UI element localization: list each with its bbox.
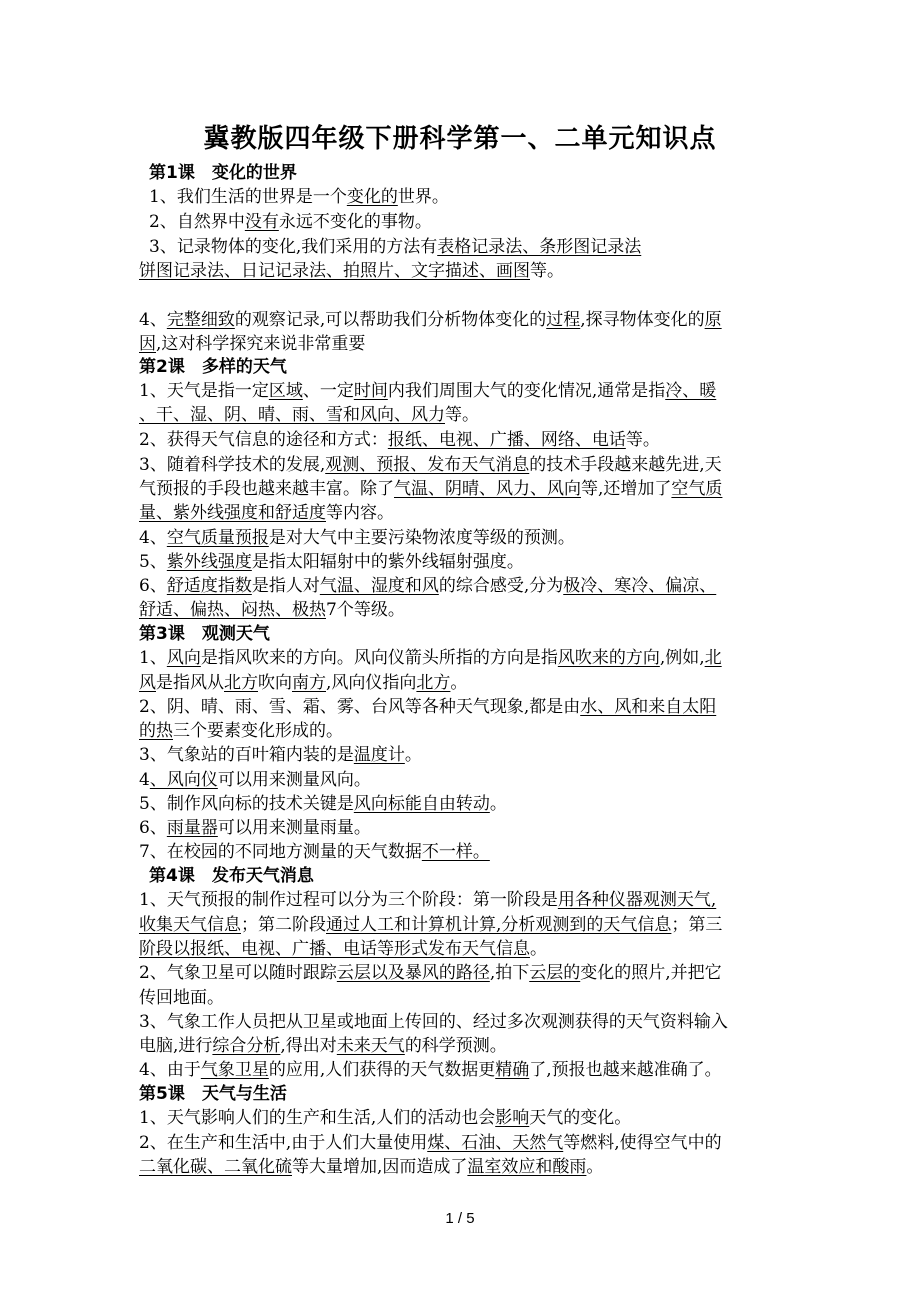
text-segment: 世界。 [397,187,449,207]
text-segment: 是指太阳辐射中的紫外线辐射强度。 [251,552,524,572]
key-term: 观测、预报、发布天气消息 [325,455,530,475]
key-term: 水、风和来自太阳 [580,697,717,717]
text-segment: 可以用来测量风向。 [217,770,371,790]
text-segment: ；第三 [671,915,723,935]
text-segment: 等。 [530,261,564,281]
text-line [139,210,789,234]
key-term: 北 [704,648,722,668]
text-segment: 的应用,人们获得的天气数据更 [268,1060,496,1080]
text-segment: 等内容。 [326,503,394,523]
text-line [139,501,779,525]
text-segment: 等燃料,使得空气中的 [563,1133,722,1153]
key-term: 时间 [353,381,388,401]
lesson-heading: 第5课 天气与生活 [139,1084,287,1104]
key-term: 不一样。 [421,842,490,862]
text-line [139,1034,779,1058]
text-line [139,743,779,767]
text-segment: 等。 [445,405,479,425]
key-term: 风 [139,673,156,693]
text-segment: 内我们周围大气的变化情况,通常是指 [387,381,666,401]
text-segment: 2、阴、晴、雨、雪、霜、雾、台风等各种天气现象,都是由 [139,697,581,717]
text-line [139,1155,779,1179]
key-term: 空气质 [671,479,723,499]
text-segment: ,拍下 [489,963,530,983]
text-segment: 2、自然界中 [149,212,245,232]
key-term: 南方 [292,673,326,693]
text-line [139,961,779,985]
text-line [139,574,779,598]
text-line [139,403,779,427]
key-term: 精确 [495,1060,530,1080]
key-term: 因 [139,334,156,354]
key-term: 、干、湿、阴、晴、雨、雪和风向、风力 [139,405,445,425]
key-term: 紫外线强度 [166,552,252,572]
text-segment: 3、随着科学技术的发展, [139,455,326,475]
text-segment: 。 [489,794,507,814]
text-segment: ,这对科学探究来说非常重要 [156,334,366,354]
text-segment: 是指风吹来的方向。风向仪箭头所指的方向是指 [200,648,558,668]
text-line [139,308,779,332]
text-segment: 等大量增加,因而造成了 [292,1157,468,1177]
key-term: 二氧化碳、二氧化硫 [139,1157,292,1177]
text-segment: 可以用来测量雨量。 [217,818,371,838]
text-line [139,185,789,209]
key-term: 饼图记录法、日记记录法、拍照片、文字描述、画图 [139,261,530,281]
text-segment: 5、 [139,552,167,572]
key-term: 风向 [166,648,201,668]
text-segment: ,风向仪指向 [326,673,417,693]
key-term: 原 [704,310,722,330]
text-line [139,235,789,259]
text-segment: 6、 [139,576,167,596]
text-segment: 4、由于 [139,1060,201,1080]
key-term: 极冷、寒冷、偏凉、 [563,576,717,596]
text-segment: 等。 [625,430,660,450]
text-segment: 等,还增加了 [581,479,672,499]
text-segment: 7、在校园的不同地方测量的天气数据 [139,842,422,862]
key-term: 云层以及暴风的路径 [336,963,490,983]
key-term: 影响 [495,1108,530,1128]
text-segment: 。 [450,673,468,693]
key-term: 云层的 [529,963,581,983]
key-term: 未来天气 [336,1036,405,1056]
text-segment: 了,预报也越来越准确了。 [529,1060,722,1080]
key-term: 完整细致 [166,310,235,330]
key-term: 区域 [268,381,303,401]
key-term: 变化的 [346,187,398,207]
lesson-heading: 第4课 发布天气消息 [149,866,314,886]
key-term: 的热 [139,721,173,741]
text-segment: 气预报的手段也越来越丰富。除了 [139,479,394,499]
text-segment: 1、天气影响人们的生产和生活,人们的活动也会 [139,1108,496,1128]
key-term: 北方 [224,673,258,693]
key-term: 空气质量预报 [166,528,269,548]
text-line [139,1058,779,1082]
key-term: 阶段以报纸、电视、广播、电话等形式发布天气信息 [139,939,530,959]
key-term: 用各种仪器观测天气, [557,890,717,910]
key-term: 气温、阴晴、风力、风向 [394,479,581,499]
text-line [139,719,779,743]
page-number: 1 / 5 [445,1210,475,1227]
key-term: 报纸、电视、广播、网络、电话 [387,430,626,450]
text-segment: ；第二阶段 [241,915,326,935]
text-line [139,646,779,670]
text-segment: 6、 [139,818,167,838]
text-segment: 1、我们生活的世界是一个 [149,187,347,207]
key-term: 雨量器 [166,818,218,838]
text-line [139,671,779,695]
document-title: 冀教版四年级下册科学第一、二单元知识点 [203,124,717,154]
text-segment: 。 [530,939,547,959]
key-term: 舒适度指数 [166,576,252,596]
text-segment: 的科学预测。 [404,1036,507,1056]
text-segment: ,探寻物体变化的 [580,310,705,330]
text-line [139,937,779,961]
text-line [139,526,779,550]
text-segment: 的技术手段越来越先进,天 [529,455,722,475]
text-segment: 2、气象卫星可以随时跟踪 [139,963,337,983]
key-term: 温室效应和酸雨 [467,1157,587,1177]
key-term: 表格记录法、条形图记录法 [437,237,642,257]
text-line [139,816,779,840]
text-segment: 是指风从 [156,673,224,693]
text-line [139,888,779,912]
key-term: 气温、湿度和风 [319,576,439,596]
key-term: 北方 [416,673,451,693]
text-segment: 。 [404,745,422,765]
text-segment: 三个要素变化形成的。 [173,721,343,741]
text-line [139,1106,779,1130]
text-segment: 变化的照片,并把它 [580,963,722,983]
key-term: 综合分析 [212,1036,281,1056]
text-segment: 是对大气中主要污染物浓度等级的预测。 [268,528,575,548]
text-segment: 4、 [139,310,167,330]
text-line [139,792,779,816]
text-line [139,840,779,864]
text-line [139,379,779,403]
key-term: 量、紫外线强度和舒适度 [139,503,326,523]
text-segment: 吹向 [258,673,292,693]
text-line [139,259,779,283]
key-term: 过程 [546,310,581,330]
text-line [139,428,779,452]
text-line [139,598,779,622]
text-segment: 1、 [139,648,167,668]
text-segment: 、一定 [302,381,354,401]
key-term: 温度计 [353,745,405,765]
text-line [139,1131,779,1155]
text-line [139,477,779,501]
key-term: 收集天气信息 [139,915,241,935]
text-segment: 3、记录物体的变化,我们采用的方法有 [149,237,438,257]
text-segment: 电脑,进行 [139,1036,213,1056]
text-segment: 3、气象工作人员把从卫星或地面上传回的、经过多次观测获得的天气资料输入 [139,1012,728,1032]
key-term: 、风向仪 [149,770,218,790]
text-line [139,1010,779,1034]
text-segment: 2、在生产和生活中,由于人们大量使用 [139,1133,428,1153]
key-term: 风向标能自由转动 [353,794,490,814]
text-line [139,695,779,719]
key-term: 冷、暖 [665,381,717,401]
text-segment: 3、气象站的百叶箱内装的是 [139,745,354,765]
key-term: 煤、石油、天然气 [427,1133,564,1153]
key-term: 没有 [244,212,279,232]
text-segment: 7个等级。 [326,600,405,620]
text-line [139,768,779,792]
text-segment: 传回地面。 [139,988,224,1008]
lesson-heading: 第2课 多样的天气 [139,357,287,377]
key-term: 舒适、偏热、闷热、极热 [139,600,326,620]
text-segment: 永远不变化的事物。 [278,212,432,232]
text-segment: 的观察记录,可以帮助我们分析物体变化的 [234,310,547,330]
text-line [139,550,779,574]
key-term: 风吹来的方向 [557,648,660,668]
text-segment: 1、天气是指一定 [139,381,269,401]
text-segment: 的综合感受,分为 [438,576,564,596]
text-segment: 2、获得天气信息的途径和方式： [139,430,388,450]
text-segment: ,得出对 [280,1036,337,1056]
text-segment: 4 [139,770,150,790]
text-segment: 天气的变化。 [529,1108,632,1128]
text-line [139,453,779,477]
text-segment: 。 [586,1157,604,1177]
text-segment: 1、天气预报的制作过程可以分为三个阶段：第一阶段是 [139,890,558,910]
key-term: 通过人工和计算机计算,分析观测到的天气信息 [326,915,672,935]
lesson-heading: 第3课 观测天气 [139,624,270,644]
text-segment: 是指人对 [251,576,320,596]
text-line [139,986,779,1010]
lesson-heading: 第1课 变化的世界 [149,163,297,183]
text-segment: 4、 [139,528,167,548]
text-segment: ,例如, [659,648,705,668]
key-term: 气象卫星 [200,1060,269,1080]
text-line [139,332,779,356]
text-segment: 5、制作风向标的技术关键是 [139,794,354,814]
text-line [139,913,779,937]
